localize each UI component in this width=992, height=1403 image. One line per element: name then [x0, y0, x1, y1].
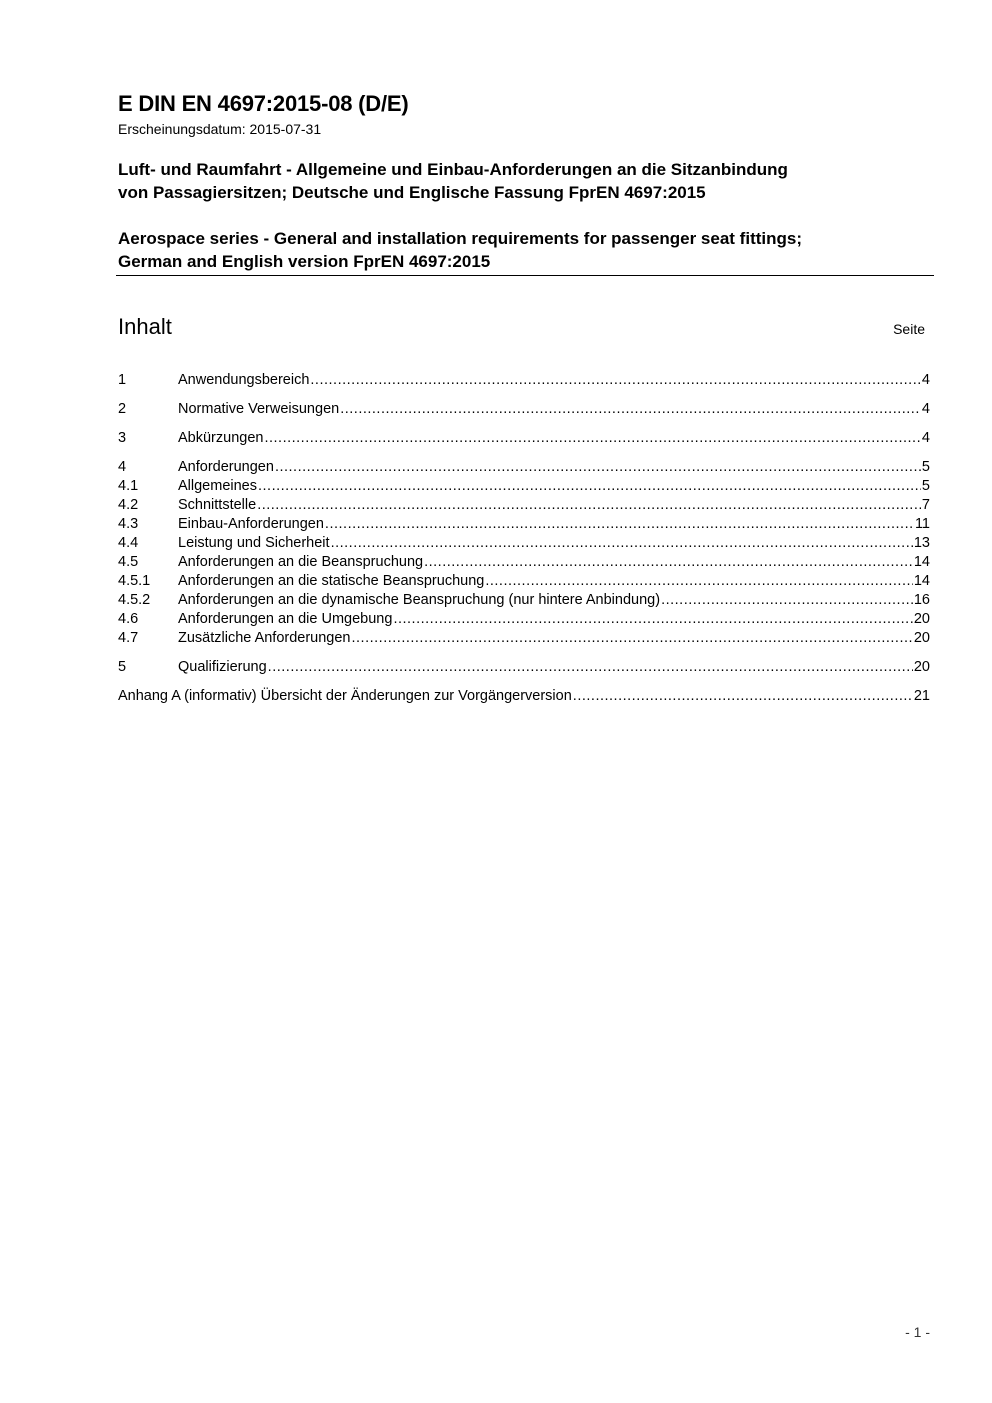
- toc-leader-dots: [325, 515, 914, 534]
- title-german-line: von Passagiersitzen; Deutsche und Englische Fassung FprEN 4697:2015: [118, 183, 706, 202]
- toc-entry[interactable]: [118, 658, 930, 677]
- toc-entry[interactable]: [118, 553, 930, 572]
- title-english: [118, 227, 938, 273]
- toc-entry-title: Anforderungen an die Umgebung: [178, 611, 393, 627]
- toc-entry-number: 4.7: [118, 630, 139, 646]
- toc-leader-dots: [268, 658, 913, 677]
- toc-leader-dots: [310, 371, 921, 390]
- toc-entry[interactable]: [118, 629, 930, 648]
- toc-entry-number: 4.6: [118, 611, 139, 627]
- toc-entry[interactable]: [118, 477, 930, 496]
- toc-entry-page: 16: [913, 592, 930, 608]
- toc-entry-number: 1: [118, 372, 127, 388]
- toc-entry-page: 11: [914, 516, 930, 532]
- toc-entry-title: Einbau-Anforderungen: [178, 516, 324, 532]
- title-english-line: German and English version FprEN 4697:2015: [118, 252, 491, 271]
- toc-entry-number: 4.1: [118, 478, 139, 494]
- toc-entry-page: 14: [913, 554, 930, 570]
- toc-entry-title: Zusätzliche Anforderungen: [178, 630, 351, 646]
- toc-entry-page: 20: [913, 659, 930, 675]
- toc-entry-page: 20: [913, 630, 930, 646]
- toc-entry-number: 4.2: [118, 497, 139, 513]
- title-english-line: Aerospace series - General and installation requirements for passenger seat fittings;: [118, 229, 802, 248]
- toc-entry-title: Anforderungen an die Beanspruchung: [178, 554, 424, 570]
- title-german: [118, 158, 938, 204]
- toc-entry-page: 4: [921, 430, 930, 446]
- toc-entry-page: 4: [921, 401, 930, 417]
- toc-entry-title: Schnittstelle: [178, 497, 257, 513]
- title-divider: [116, 275, 934, 276]
- toc-entry[interactable]: [118, 496, 930, 515]
- toc-entry[interactable]: [118, 610, 930, 629]
- toc-entry-title: Abkürzungen: [178, 430, 264, 446]
- document-id: E DIN EN 4697:2015-08 (D/E): [118, 91, 409, 116]
- toc-annex-page: 21: [913, 688, 930, 704]
- toc-annex-entry[interactable]: [118, 687, 930, 706]
- toc-entry[interactable]: [118, 591, 930, 610]
- toc-entry-page: 5: [921, 459, 930, 475]
- toc-entry-number: 4.5: [118, 554, 139, 570]
- toc-entry-title: Allgemeines: [178, 478, 257, 494]
- toc-leader-dots: [424, 553, 913, 572]
- toc-entry[interactable]: [118, 400, 930, 419]
- toc-leader-dots: [257, 496, 921, 515]
- toc-entry-number: 4: [118, 459, 127, 475]
- toc-entry-title: Leistung und Sicherheit: [178, 535, 330, 551]
- toc-entry-title: Anwendungsbereich: [178, 372, 310, 388]
- publication-date: Erscheinungsdatum: 2015-07-31: [118, 121, 322, 137]
- toc-leader-dots: [275, 458, 921, 477]
- toc-entry-number: 5: [118, 659, 127, 675]
- toc-entry-number: 3: [118, 430, 127, 446]
- toc-entry-number: 4.4: [118, 535, 139, 551]
- toc-entry[interactable]: [118, 572, 930, 591]
- toc-entry[interactable]: [118, 371, 930, 390]
- toc-leader-dots: [485, 572, 913, 591]
- toc-entry-title: Anforderungen an die statische Beanspruchung: [178, 573, 485, 589]
- toc-entry-page: 7: [921, 497, 930, 513]
- toc-annex-title: Anhang A (informativ) Übersicht der Änderungen zur Vorgängerversion: [118, 688, 572, 704]
- toc-entry-number: 2: [118, 401, 127, 417]
- toc-entry-title: Normative Verweisungen: [178, 401, 340, 417]
- toc-entry-page: 20: [913, 611, 930, 627]
- toc-entry-page: 5: [921, 478, 930, 494]
- toc-entry-title: Anforderungen an die dynamische Beanspruchung (nur hintere Anbindung): [178, 592, 661, 608]
- toc-entry-number: 4.5.1: [118, 573, 151, 589]
- toc-leader-dots: [340, 400, 921, 419]
- toc-entry-page: 14: [913, 573, 930, 589]
- toc-entry-title: Qualifizierung: [178, 659, 267, 675]
- toc-entry-number: 4.5.2: [118, 592, 151, 608]
- toc-leader-dots: [661, 591, 913, 610]
- toc-entry-title: Anforderungen: [178, 459, 274, 475]
- toc-entry-page: 4: [921, 372, 930, 388]
- toc-leader-dots: [264, 429, 920, 448]
- toc-leader-dots: [258, 477, 921, 496]
- toc-entry[interactable]: [118, 458, 930, 477]
- toc-entry[interactable]: [118, 515, 930, 534]
- toc-entry[interactable]: [118, 534, 930, 553]
- toc-leader-dots: [352, 629, 913, 648]
- toc-heading: Inhalt: [118, 314, 172, 339]
- toc-leader-dots: [331, 534, 913, 553]
- toc-leader-dots: [393, 610, 912, 629]
- toc-entry[interactable]: [118, 429, 930, 448]
- toc-entry-page: 13: [913, 535, 930, 551]
- title-german-line: Luft- und Raumfahrt - Allgemeine und Einbau-Anforderungen an die Sitzanbindung: [118, 160, 788, 179]
- toc-page-column-label: Seite: [893, 321, 925, 337]
- toc-entry-number: 4.3: [118, 516, 139, 532]
- page-number: - 1 -: [905, 1324, 930, 1340]
- toc-leader-dots: [573, 687, 913, 706]
